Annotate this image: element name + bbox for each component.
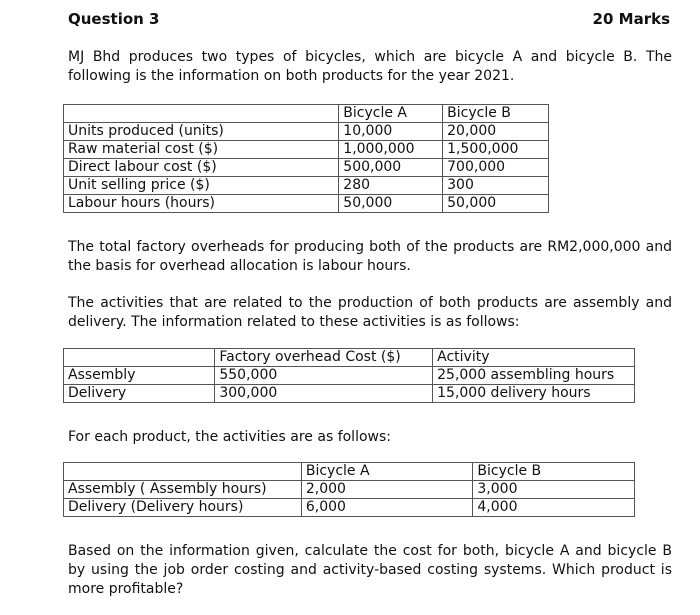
- per-product-paragraph: For each product, the activities are as follows:: [68, 429, 391, 445]
- bicycle-b-value: 3,000: [473, 481, 635, 499]
- table-header-cell: [64, 105, 339, 123]
- table-row: [64, 499, 635, 517]
- table-row: [64, 481, 635, 499]
- activity-value: 25,000 assembling hours: [433, 367, 635, 385]
- marks-label: 20 Marks: [592, 10, 670, 28]
- table-header-cell: Bicycle A: [301, 463, 473, 481]
- bicycle-a-value: 280: [339, 177, 443, 195]
- row-label: Assembly: [64, 367, 215, 385]
- table-row: [64, 385, 635, 403]
- activities-paragraph: The activities that are related to the production of both products are assembly and delivery. The information related to these activities is as follows:: [68, 295, 672, 330]
- overhead-cost-value: 550,000: [215, 367, 433, 385]
- bicycle-b-value: 700,000: [443, 159, 549, 177]
- overhead-paragraph: The total factory overheads for producing both of the products are RM2,000,000 and the basis for overhead allocation is labour hours.: [68, 239, 672, 274]
- table-header-cell: [64, 349, 215, 367]
- product-activity-table: [63, 462, 635, 517]
- table-header-row: [64, 105, 549, 123]
- table-header-cell: Activity: [433, 349, 635, 367]
- table-row: [64, 123, 549, 141]
- bicycle-a-value: 6,000: [301, 499, 473, 517]
- table-row: [64, 159, 549, 177]
- table-header-row: [64, 349, 635, 367]
- bicycle-a-value: 500,000: [339, 159, 443, 177]
- bicycle-a-value: 1,000,000: [339, 141, 443, 159]
- table-header-cell: Factory overhead Cost ($): [215, 349, 433, 367]
- question-title: Question 3: [68, 10, 160, 28]
- activity-overhead-table: [63, 348, 635, 403]
- row-label: Direct labour cost ($): [64, 159, 339, 177]
- table-row: [64, 177, 549, 195]
- bicycle-b-value: 50,000: [443, 195, 549, 213]
- table-row: [64, 195, 549, 213]
- row-label: Assembly ( Assembly hours): [64, 481, 302, 499]
- row-label: Units produced (units): [64, 123, 339, 141]
- bicycle-b-value: 4,000: [473, 499, 635, 517]
- row-label: Raw material cost ($): [64, 141, 339, 159]
- intro-paragraph: MJ Bhd produces two types of bicycles, which are bicycle A and bicycle B. The following is the information on both products for the year 2021.: [68, 49, 672, 84]
- overhead-cost-value: 300,000: [215, 385, 433, 403]
- table-row: [64, 367, 635, 385]
- row-label: Labour hours (hours): [64, 195, 339, 213]
- table-header-row: [64, 463, 635, 481]
- row-label: Delivery (Delivery hours): [64, 499, 302, 517]
- row-label: Unit selling price ($): [64, 177, 339, 195]
- bicycle-a-value: 2,000: [301, 481, 473, 499]
- row-label: Delivery: [64, 385, 215, 403]
- table-header-cell: [64, 463, 302, 481]
- activity-value: 15,000 delivery hours: [433, 385, 635, 403]
- table-row: [64, 141, 549, 159]
- task-paragraph: Based on the information given, calculate the cost for both, bicycle A and bicycle B by using the job order costing and activity-based costing systems. Which product is more profitable?: [68, 543, 672, 597]
- table-header-cell: Bicycle A: [339, 105, 443, 123]
- product-info-table: [63, 104, 549, 213]
- bicycle-b-value: 1,500,000: [443, 141, 549, 159]
- bicycle-b-value: 300: [443, 177, 549, 195]
- bicycle-a-value: 10,000: [339, 123, 443, 141]
- bicycle-a-value: 50,000: [339, 195, 443, 213]
- table-header-cell: Bicycle B: [473, 463, 635, 481]
- table-header-cell: Bicycle B: [443, 105, 549, 123]
- bicycle-b-value: 20,000: [443, 123, 549, 141]
